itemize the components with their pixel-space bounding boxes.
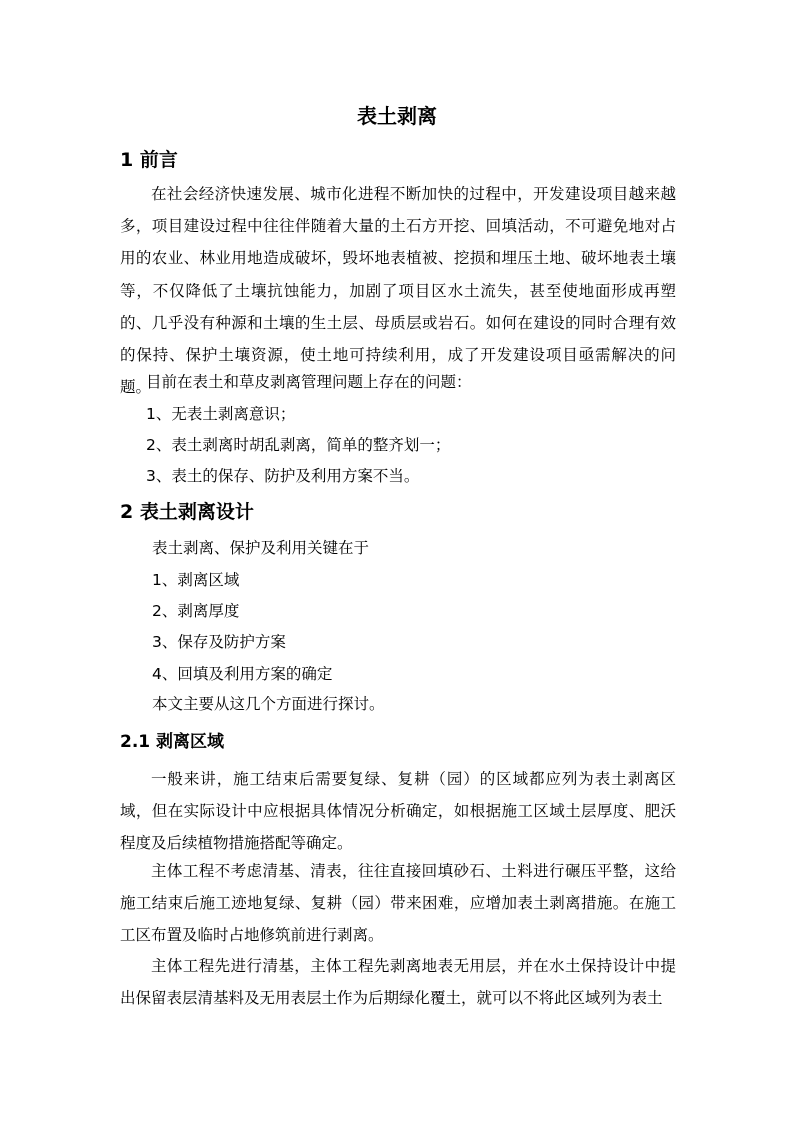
section-heading-design: 2 表土剥离设计 (120, 501, 254, 523)
paragraph-stripping-area-3: 主体工程先进行清基，主体工程先剥离地表无用层，并在水土保持设计中提出保留表层清基料及无用表层土作为后期绿化覆土，就可以不将此区域列为表土 (120, 957, 676, 1008)
design-item-1: 1、剥离区域 (152, 571, 240, 589)
paragraph-preface: 在社会经济快速发展、城市化进程不断加快的过程中，开发建设项目越来越多，项目建设过程中往往伴随着大量的土石方开挖、回填活动，不可避免地对占用的农业、林业用地造成破坏，毁坏地表植被、挖损和埋压土地、破坏地表土壤等，不仅降低了土壤抗蚀能力，加剧了项目区水土流失，甚至使地面形成再塑的、几乎没有种源和土壤的生土层、母质层或岩石。如何在建设的同时合理有效的保持、保护土壤资源，使土地可持续利用，成了开发建设项目亟需解决的问题。 (120, 185, 676, 397)
design-item-4: 4、回填及利用方案的确定 (152, 665, 333, 683)
problem-item-2: 2、表土剥离时胡乱剥离，简单的整齐划一； (146, 436, 451, 454)
problem-item-1: 1、无表土剥离意识； (146, 405, 296, 423)
paragraph-stripping-area-2: 主体工程不考虑清基、清表，往往直接回填砂石、土料进行碾压平整，这给施工结束后施工迹地复绿、复耕（园）带来困难，应增加表土剥离措施。在施工工区布置及临时占地修筑前进行剥离。 (120, 862, 676, 945)
problems-intro: 目前在表土和草皮剥离管理问题上存在的问题： (146, 373, 472, 391)
design-intro: 表土剥离、保护及利用关键在于 (152, 539, 370, 557)
paragraph-stripping-area-1: 一般来讲，施工结束后需要复绿、复耕（园）的区域都应列为表土剥离区域，但在实际设计中应根据具体情况分析确定，如根据施工区域土层厚度、肥沃程度及后续植物措施搭配等确定。 (120, 770, 676, 853)
subsection-heading-stripping-area: 2.1 剥离区域 (120, 732, 225, 752)
section-heading-preface: 1 前言 (120, 149, 178, 171)
design-closing: 本文主要从这几个方面进行探讨。 (152, 695, 385, 713)
design-item-3: 3、保存及防护方案 (152, 633, 286, 651)
document-title: 表土剥离 (357, 104, 437, 128)
problem-item-3: 3、表土的保存、防护及利用方案不当。 (146, 467, 420, 485)
design-item-2: 2、剥离厚度 (152, 602, 240, 620)
